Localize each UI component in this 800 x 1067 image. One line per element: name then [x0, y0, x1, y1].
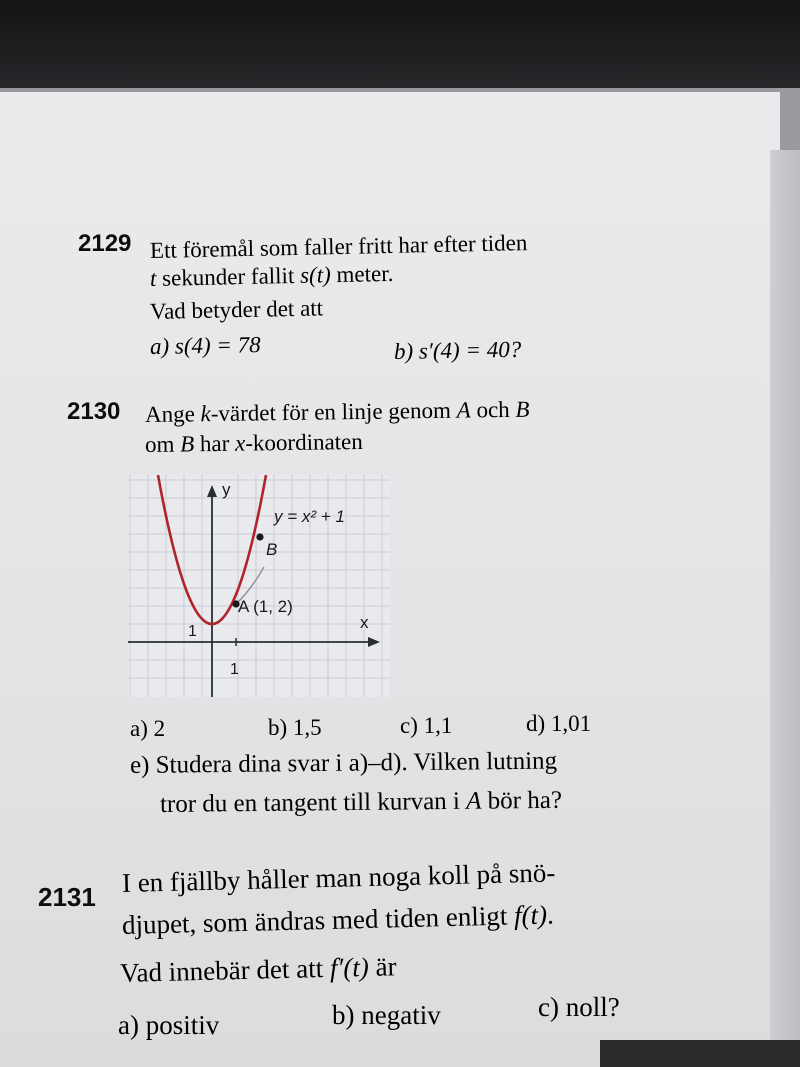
- option-b: b) negativ: [332, 1000, 441, 1030]
- x-axis-label: x: [360, 613, 369, 632]
- point-b-label: B: [266, 540, 278, 559]
- problem-text-line-1: I en fjällby håller man noga koll på snö-: [121, 857, 556, 898]
- option-a: a) 2: [130, 716, 166, 741]
- problem-question: Vad betyder det att: [149, 295, 324, 324]
- option-c: c) 1,1: [400, 713, 453, 738]
- desk-corner: [600, 1040, 800, 1067]
- point-a-label: A (1, 2): [238, 597, 293, 616]
- problem-text-line-2: t sekunder fallit s(t) meter.: [149, 260, 394, 291]
- option-d: d) 1,01: [526, 711, 592, 736]
- option-b: b) s′(4) = 40?: [393, 336, 522, 364]
- option-b: b) 1,5: [268, 715, 322, 740]
- problem-number: 2129: [78, 230, 132, 257]
- y-axis-label: y: [222, 480, 231, 499]
- y-tick-label: 1: [188, 623, 197, 640]
- curve-label: y = x² + 1: [274, 507, 345, 526]
- problem-number: 2130: [67, 398, 121, 425]
- problem-text-line-2: djupet, som ändras med tiden enligt f(t).: [121, 899, 555, 940]
- problem-text-line-1: Ett föremål som faller fritt har efter tiden: [149, 230, 528, 263]
- problem-text-line-3: Vad innebär det att f′(t) är: [119, 951, 397, 988]
- option-a: a) positiv: [118, 1010, 220, 1040]
- option-a: a) s(4) = 78: [149, 332, 261, 359]
- option-c: c) noll?: [538, 992, 620, 1022]
- problem-text-line-1: Ange k-värdet för en linje genom A och B: [144, 396, 530, 427]
- point-b-marker: [256, 533, 263, 540]
- x-tick-label: 1: [230, 661, 239, 678]
- page-edge: [770, 150, 800, 1067]
- option-e-line-1: e) Studera dina svar i a)–d). Vilken lutning: [129, 747, 558, 779]
- option-e-line-2: tror du en tangent till kurvan i A bör ha?: [159, 786, 563, 818]
- problem-number: 2131: [38, 882, 96, 912]
- parabola-graph: [128, 475, 390, 697]
- problem-text-line-2: om B har x-koordinaten: [144, 428, 363, 457]
